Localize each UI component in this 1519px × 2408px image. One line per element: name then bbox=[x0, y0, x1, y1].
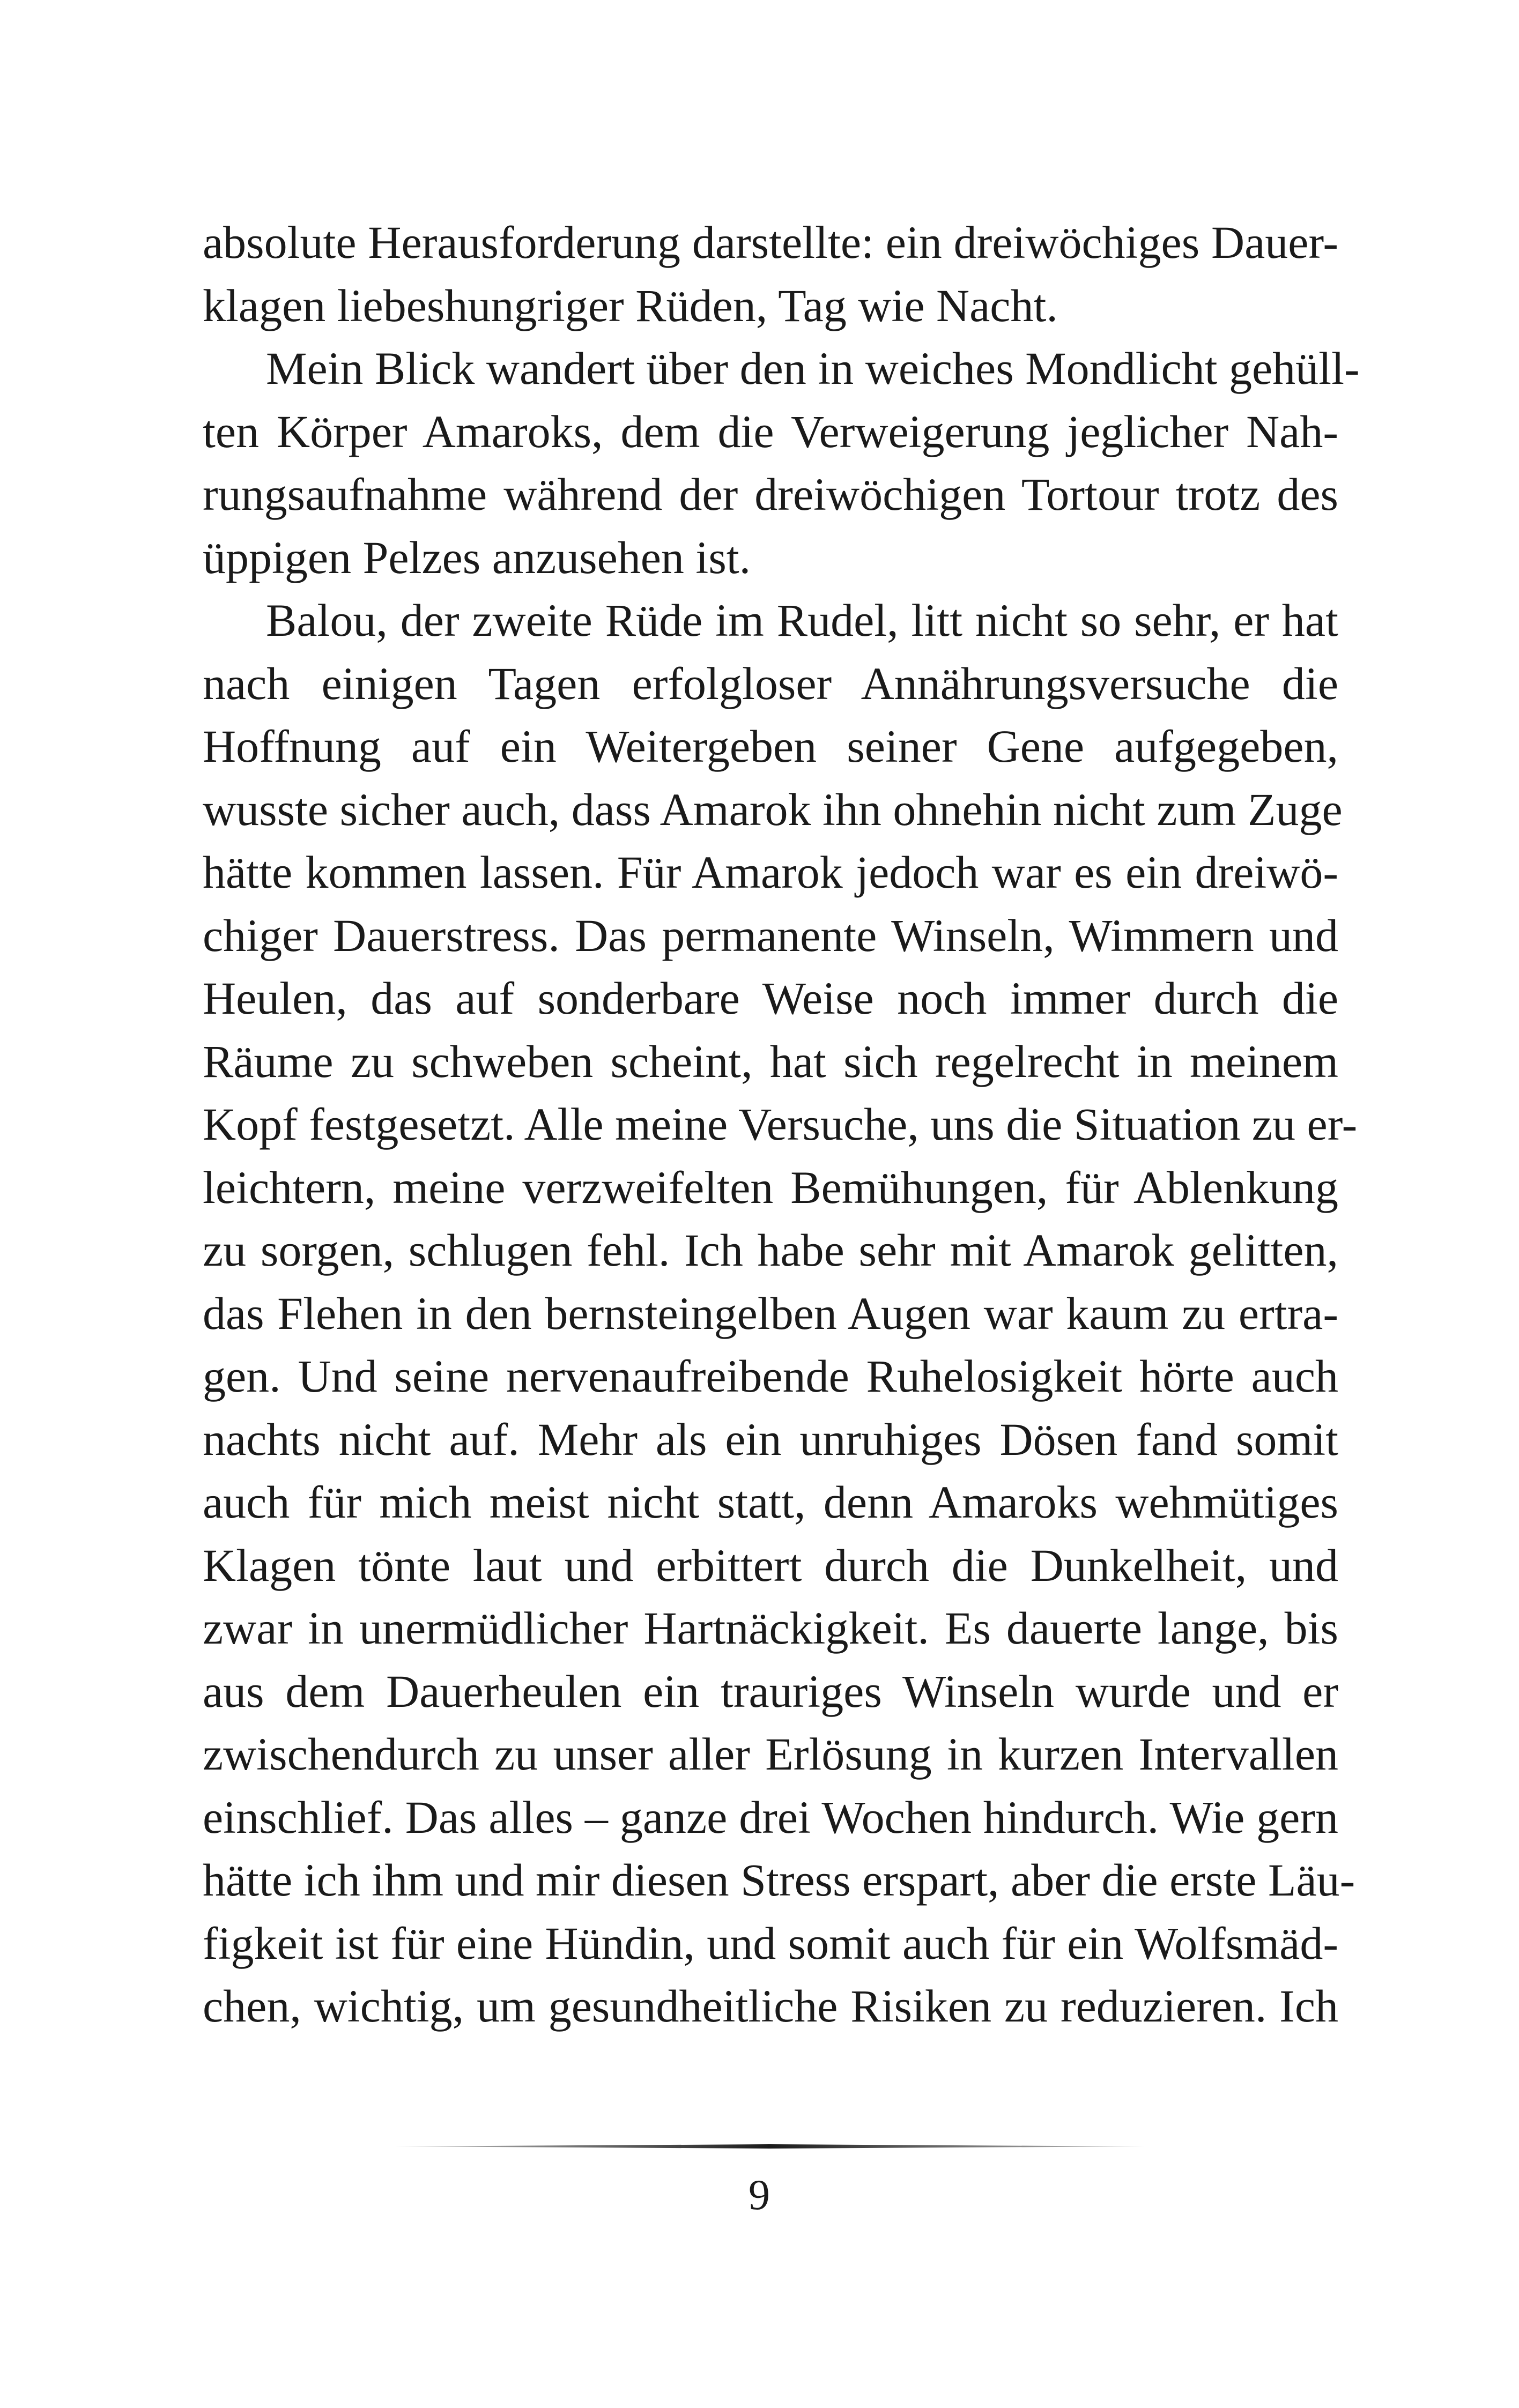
text-line: Heulen, das auf sonderbare Weise noch immer durch die bbox=[203, 972, 1338, 1024]
text-line: Klagen tönte laut und erbittert durch die Dunkelheit, und bbox=[203, 1539, 1338, 1591]
text-line: hätte ich ihm und mir diesen Stress erspart, aber die erste Läu- bbox=[203, 1854, 1355, 1906]
text-line: chen, wichtig, um gesundheitliche Risiken zu reduzieren. Ich bbox=[203, 1980, 1338, 2032]
text-line: zwischendurch zu unser aller Erlösung in kurzen Intervallen bbox=[203, 1728, 1338, 1780]
text-line: ten Körper Amaroks, dem die Verweigerung jeglicher Nah- bbox=[203, 405, 1338, 457]
text-line: absolute Herausforderung darstellte: ein dreiwöchiges Dauer- bbox=[203, 217, 1338, 268]
text-line: einschlief. Das alles – ganze drei Wochen hindurch. Wie gern bbox=[203, 1791, 1338, 1843]
text-line: nach einigen Tagen erfolgloser Annährungsversuche die bbox=[203, 657, 1338, 709]
page-number: 9 bbox=[749, 2172, 770, 2219]
text-line: auch für mich meist nicht statt, denn Amaroks wehmütiges bbox=[203, 1476, 1338, 1528]
text-line: zwar in unermüdlicher Hartnäckigkeit. Es dauerte lange, bis bbox=[203, 1602, 1338, 1654]
text-line: hätte kommen lassen. Für Amarok jedoch war es ein dreiwö- bbox=[203, 846, 1338, 898]
text-line: chiger Dauerstress. Das permanente Winseln, Wimmern und bbox=[203, 909, 1338, 961]
text-line: leichtern, meine verzweifelten Bemühungen, für Ablenkung bbox=[203, 1161, 1338, 1213]
text-line: das Flehen in den bernsteingelben Augen war kaum zu ertra- bbox=[203, 1287, 1338, 1339]
text-line: klagen liebeshungriger Rüden, Tag wie Nacht. bbox=[203, 279, 1058, 331]
text-line: Räume zu schweben scheint, hat sich regelrecht in meinem bbox=[203, 1035, 1338, 1087]
text-line: figkeit ist für eine Hündin, und somit auch für ein Wolfsmäd- bbox=[203, 1917, 1338, 1969]
text-line: nachts nicht auf. Mehr als ein unruhiges Dösen fand somit bbox=[203, 1413, 1338, 1465]
text-line: üppigen Pelzes anzusehen ist. bbox=[203, 531, 751, 583]
text-line: Hoffnung auf ein Weitergeben seiner Gene aufgegeben, bbox=[203, 720, 1338, 772]
text-line: Balou, der zweite Rüde im Rudel, litt nicht so sehr, er hat bbox=[266, 594, 1338, 646]
text-line: Kopf festgesetzt. Alle meine Versuche, uns die Situation zu er- bbox=[203, 1098, 1358, 1150]
body-text bbox=[203, 211, 1360, 2038]
text-line: aus dem Dauerheulen ein trauriges Winseln wurde und er bbox=[203, 1665, 1338, 1717]
text-line: wusste sicher auch, dass Amarok ihn ohnehin nicht zum Zuge bbox=[203, 783, 1343, 835]
text-line: gen. Und seine nervenaufreibende Ruhelosigkeit hörte auch bbox=[203, 1350, 1338, 1402]
footer-rule bbox=[394, 2144, 1145, 2149]
text-line: Mein Blick wandert über den in weiches Mondlicht gehüll- bbox=[266, 343, 1360, 394]
text-line: rungsaufnahme während der dreiwöchigen Tortour trotz des bbox=[203, 469, 1338, 520]
text-line: zu sorgen, schlugen fehl. Ich habe sehr mit Amarok gelitten, bbox=[203, 1224, 1338, 1276]
